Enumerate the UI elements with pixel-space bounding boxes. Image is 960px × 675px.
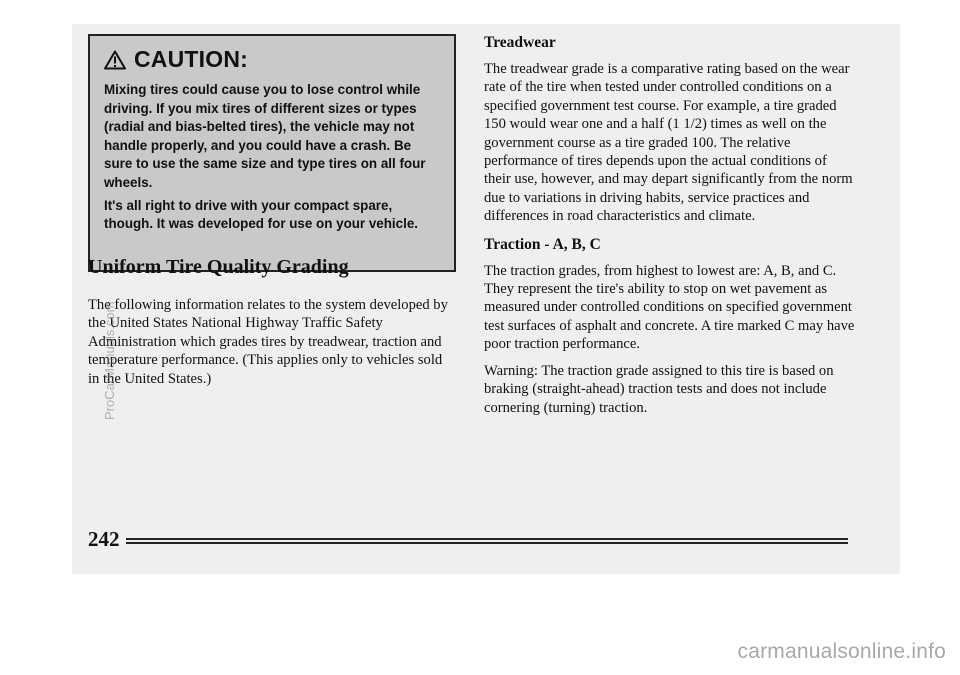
caution-box bbox=[88, 34, 456, 272]
bottom-watermark: carmanualsonline.info bbox=[737, 640, 946, 663]
footer-rule bbox=[126, 538, 849, 544]
section-heading-tire-grading: Uniform Tire Quality Grading bbox=[88, 256, 349, 278]
page-number: 242 bbox=[88, 526, 120, 551]
caution-title: CAUTION: bbox=[134, 46, 249, 72]
treadwear-heading: Treadwear bbox=[484, 34, 556, 51]
vertical-watermark bbox=[84, 140, 117, 420]
traction-heading: Traction - A, B, C bbox=[484, 235, 601, 253]
caution-header bbox=[104, 46, 442, 73]
right-column bbox=[484, 34, 856, 425]
tire-grading-text: The following information relates to the system developed by the United States National Highway Traffic Safety Administration which grades tires by treadwear, traction and temperature performance. (This applies only to vehicles sold in the United States.) bbox=[88, 297, 448, 387]
caution-paragraph-1: Mixing tires could cause you to lose control while driving. If you mix tires of different sizes or types (radial and bias-belted tires), the vehicle may not handle properly, and you could have a crash. Be sure to use the same size and type tires on all four wheels. bbox=[104, 82, 426, 190]
page-footer bbox=[88, 527, 848, 551]
traction-text: The traction grades, from highest to lowest are: A, B, and C. They represent the tire's ability to stop on wet pavement as measured under controlled conditions on specified government test surfaces of asphalt and concrete. A tire marked C may have poor traction performance. bbox=[484, 262, 855, 353]
treadwear-text: The treadwear grade is a comparative rating based on the wear rate of the tire when tested under controlled conditions on a specified government test course. For example, a tire graded 150 would wear one and a half (1 1/2) times as well on the government course as a tire graded 100. The relative performance of tires depends upon the actual conditions of their use, however, and may depart significantly from the norm due to variations in driving habits, service practices and differences in road characteristics and climate. bbox=[484, 61, 853, 225]
caution-paragraph-2: It's all right to drive with your compact spare, though. It was developed for use on your vehicle. bbox=[104, 197, 418, 232]
vertical-watermark-text: ProCarManuals.com bbox=[102, 301, 117, 420]
traction-warning-text: Warning: The traction grade assigned to this tire is based on braking (straight-ahead) traction tests and does not include cornering (turning) traction. bbox=[484, 362, 834, 416]
warning-triangle-icon bbox=[104, 50, 126, 70]
